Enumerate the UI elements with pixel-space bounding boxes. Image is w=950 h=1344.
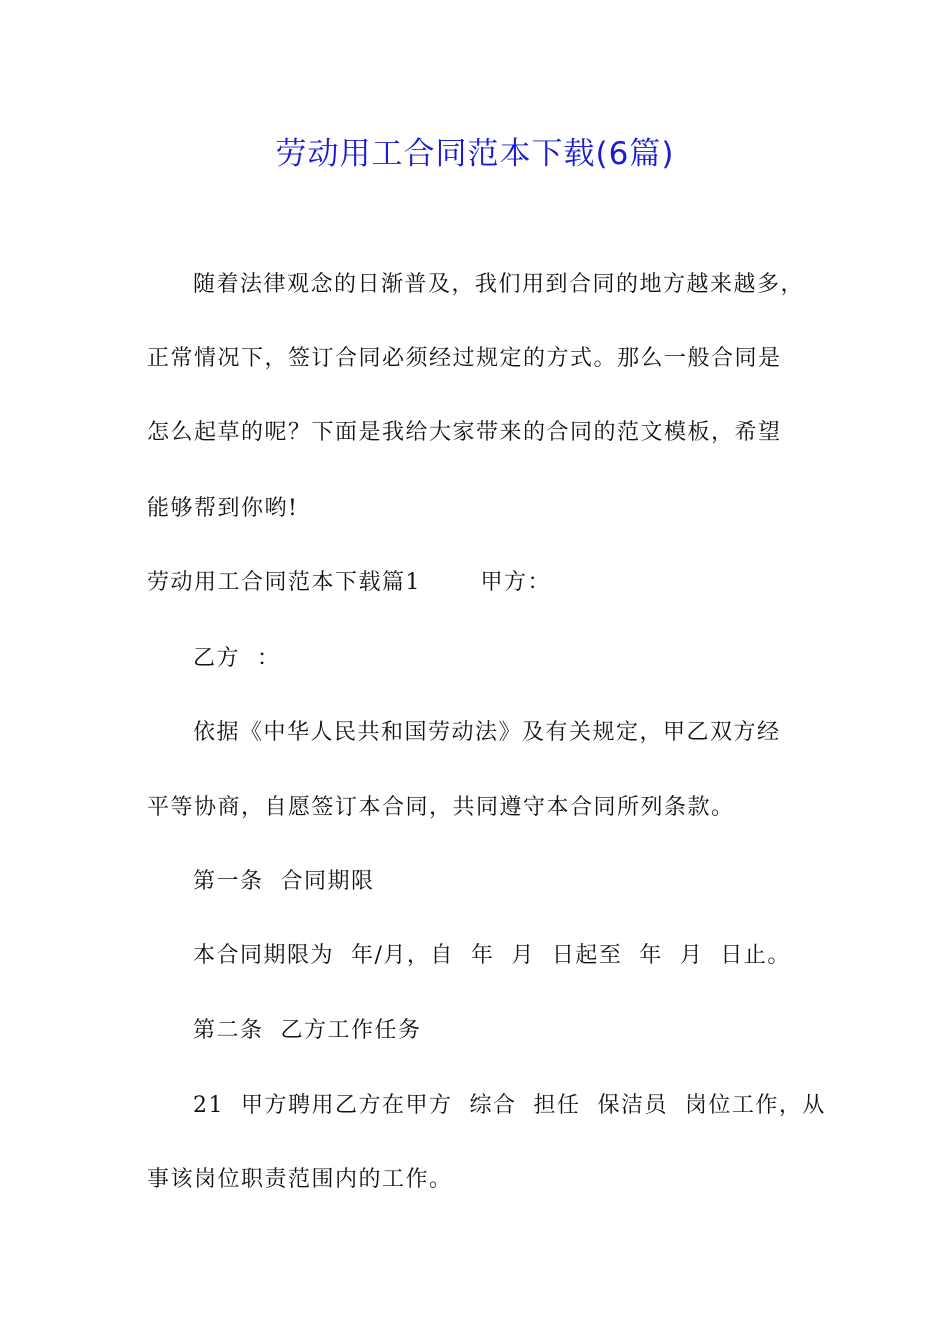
article-2-heading: 第二条 乙方工作任务 xyxy=(193,1018,422,1043)
intro-line-1: 随着法律观念的日渐普及，我们用到合同的地方越来越多， xyxy=(193,272,805,297)
article-1-heading: 第一条 合同期限 xyxy=(193,869,375,894)
document-title: 劳动用工合同范本下载(6篇) xyxy=(275,136,675,172)
section-heading-1: 劳动用工合同范本下载篇1 甲方： xyxy=(147,570,551,595)
article-2-line-1: 21 甲方聘用乙方在甲方 综合 担任 保洁员 岗位工作，从 xyxy=(193,1093,826,1118)
article-2-line-2: 事该岗位职责范围内的工作。 xyxy=(147,1167,453,1192)
basis-line-2: 平等协商，自愿签订本合同，共同遵守本合同所列条款。 xyxy=(147,795,735,820)
intro-line-4: 能够帮到你哟! xyxy=(147,496,299,521)
party-b-line: 乙方 ： xyxy=(193,646,281,671)
intro-line-3: 怎么起草的呢？下面是我给大家带来的合同的范文模板，希望 xyxy=(147,420,782,445)
article-1-term: 本合同期限为 年/月，自 年 月 日起至 年 月 日止。 xyxy=(193,943,791,968)
intro-line-2: 正常情况下，签订合同必须经过规定的方式。那么一般合同是 xyxy=(147,346,782,371)
basis-line-1: 依据《中华人民共和国劳动法》及有关规定，甲乙双方经 xyxy=(193,720,781,745)
